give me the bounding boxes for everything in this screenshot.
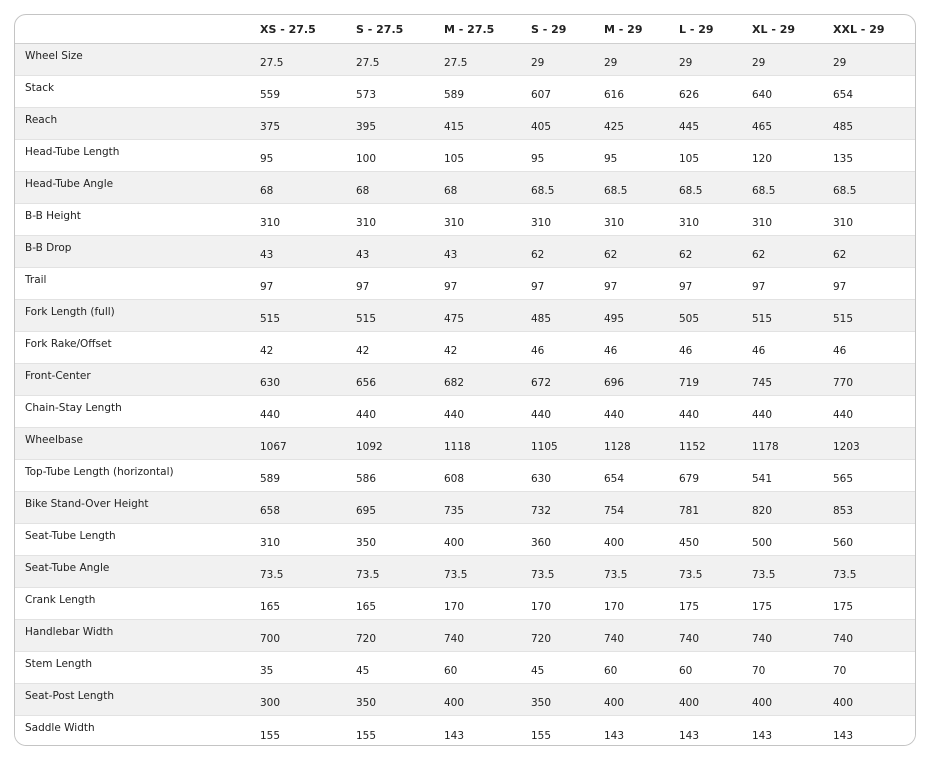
column-header: XS - 27.5	[244, 15, 340, 44]
table-cell: 375	[244, 108, 340, 140]
table-cell: 135	[817, 140, 916, 172]
table-row	[15, 332, 916, 364]
table-cell: 73.5	[663, 556, 736, 588]
table-cell: 440	[588, 396, 663, 428]
table-cell: 1105	[515, 428, 588, 460]
table-cell: 27.5	[340, 44, 428, 76]
table-cell: 42	[244, 332, 340, 364]
table-cell: 46	[515, 332, 588, 364]
table-cell: 400	[817, 684, 916, 716]
row-label: B-B Height	[15, 204, 244, 236]
table-cell: 310	[817, 204, 916, 236]
table-cell: 515	[340, 300, 428, 332]
table-cell: 70	[817, 652, 916, 684]
table-cell: 300	[244, 684, 340, 716]
table-row	[15, 556, 916, 588]
table-row	[15, 300, 916, 332]
table-cell: 68.5	[515, 172, 588, 204]
column-header: XXL - 29	[817, 15, 916, 44]
table-cell: 62	[663, 236, 736, 268]
table-cell: 695	[340, 492, 428, 524]
table-cell: 97	[736, 268, 817, 300]
table-cell: 608	[428, 460, 515, 492]
table-cell: 43	[244, 236, 340, 268]
table-cell: 400	[588, 684, 663, 716]
table-cell: 73.5	[340, 556, 428, 588]
table-cell: 60	[588, 652, 663, 684]
table-cell: 310	[663, 204, 736, 236]
table-cell: 505	[663, 300, 736, 332]
row-label: Trail	[15, 268, 244, 300]
table-cell: 29	[663, 44, 736, 76]
table-cell: 165	[244, 588, 340, 620]
table-cell: 440	[663, 396, 736, 428]
table-cell: 310	[244, 204, 340, 236]
row-label: Wheel Size	[15, 44, 244, 76]
table-cell: 175	[663, 588, 736, 620]
table-cell: 515	[736, 300, 817, 332]
table-cell: 626	[663, 76, 736, 108]
table-cell: 740	[663, 620, 736, 652]
table-cell: 720	[515, 620, 588, 652]
table-cell: 740	[428, 620, 515, 652]
row-label: Head-Tube Length	[15, 140, 244, 172]
table-cell: 43	[428, 236, 515, 268]
table-cell: 589	[244, 460, 340, 492]
table-cell: 475	[428, 300, 515, 332]
table-cell: 60	[663, 652, 736, 684]
table-cell: 70	[736, 652, 817, 684]
table-cell: 46	[663, 332, 736, 364]
table-cell: 732	[515, 492, 588, 524]
table-cell: 310	[588, 204, 663, 236]
table-cell: 46	[736, 332, 817, 364]
table-row	[15, 524, 916, 556]
table-cell: 485	[817, 108, 916, 140]
column-header: S - 27.5	[340, 15, 428, 44]
table-row	[15, 76, 916, 108]
row-label: B-B Drop	[15, 236, 244, 268]
row-label: Crank Length	[15, 588, 244, 620]
table-cell: 696	[588, 364, 663, 396]
table-cell: 573	[340, 76, 428, 108]
table-cell: 175	[817, 588, 916, 620]
table-cell: 310	[736, 204, 817, 236]
table-cell: 658	[244, 492, 340, 524]
table-cell: 672	[515, 364, 588, 396]
table-cell: 440	[515, 396, 588, 428]
row-label: Handlebar Width	[15, 620, 244, 652]
column-header	[15, 15, 244, 44]
table-cell: 73.5	[736, 556, 817, 588]
table-cell: 405	[515, 108, 588, 140]
table-cell: 35	[244, 652, 340, 684]
column-header: XL - 29	[736, 15, 817, 44]
row-label: Seat-Tube Length	[15, 524, 244, 556]
table-cell: 62	[736, 236, 817, 268]
table-cell: 68.5	[736, 172, 817, 204]
table-cell: 73.5	[244, 556, 340, 588]
table-cell: 350	[515, 684, 588, 716]
table-cell: 68.5	[588, 172, 663, 204]
table-cell: 165	[340, 588, 428, 620]
table-cell: 1118	[428, 428, 515, 460]
table-row	[15, 460, 916, 492]
table-cell: 62	[588, 236, 663, 268]
table-cell: 143	[604, 729, 625, 742]
table-cell: 565	[817, 460, 916, 492]
table-cell: 515	[817, 300, 916, 332]
table-cell: 155	[260, 729, 281, 742]
table-cell: 97	[244, 268, 340, 300]
table-cell: 350	[340, 524, 428, 556]
table-cell: 1178	[736, 428, 817, 460]
table-row	[15, 44, 916, 76]
table-cell: 654	[588, 460, 663, 492]
table-cell: 440	[428, 396, 515, 428]
table-cell: 740	[736, 620, 817, 652]
table-cell: 97	[588, 268, 663, 300]
table-cell: 100	[340, 140, 428, 172]
table-cell: 360	[515, 524, 588, 556]
table-cell: 29	[588, 44, 663, 76]
table-cell: 445	[663, 108, 736, 140]
table-cell: 560	[817, 524, 916, 556]
column-header: M - 29	[588, 15, 663, 44]
table-cell: 155	[531, 729, 552, 742]
table-cell: 97	[515, 268, 588, 300]
table-cell: 155	[356, 729, 377, 742]
table-cell: 1067	[244, 428, 340, 460]
table-body	[15, 44, 916, 747]
table-cell: 740	[588, 620, 663, 652]
table-cell: 27.5	[428, 44, 515, 76]
table-cell: 175	[736, 588, 817, 620]
table-cell: 400	[588, 524, 663, 556]
table-cell: 400	[428, 524, 515, 556]
row-label: Fork Rake/Offset	[15, 332, 244, 364]
table-cell: 425	[588, 108, 663, 140]
table-row	[15, 268, 916, 300]
table-cell: 29	[515, 44, 588, 76]
table-cell: 143	[833, 729, 854, 742]
table-cell: 46	[817, 332, 916, 364]
table-cell: 495	[588, 300, 663, 332]
table-cell: 62	[817, 236, 916, 268]
table-cell: 42	[428, 332, 515, 364]
column-header: M - 27.5	[428, 15, 515, 44]
table-cell: 310	[515, 204, 588, 236]
table-row	[15, 140, 916, 172]
table-cell: 400	[736, 684, 817, 716]
table-cell: 97	[340, 268, 428, 300]
table-cell: 415	[428, 108, 515, 140]
table-row	[15, 492, 916, 524]
table-cell: 589	[428, 76, 515, 108]
table-cell: 62	[515, 236, 588, 268]
table-cell: 43	[340, 236, 428, 268]
table-cell: 541	[736, 460, 817, 492]
table-cell: 45	[340, 652, 428, 684]
table-cell: 679	[663, 460, 736, 492]
table-row	[15, 204, 916, 236]
table-row	[15, 396, 916, 428]
row-label: Front-Center	[15, 364, 244, 396]
table-cell: 400	[428, 684, 515, 716]
row-label: Reach	[15, 108, 244, 140]
table-cell: 310	[340, 204, 428, 236]
table-cell: 735	[428, 492, 515, 524]
table-cell: 630	[515, 460, 588, 492]
geometry-table-card	[14, 14, 916, 746]
table-cell: 97	[428, 268, 515, 300]
table-cell: 170	[588, 588, 663, 620]
table-cell: 754	[588, 492, 663, 524]
table-cell: 170	[428, 588, 515, 620]
table-header-row	[15, 15, 916, 44]
table-cell: 105	[663, 140, 736, 172]
table-row	[15, 620, 916, 652]
column-header: L - 29	[663, 15, 736, 44]
table-cell: 46	[588, 332, 663, 364]
table-cell: 68	[428, 172, 515, 204]
table-cell: 450	[663, 524, 736, 556]
table-cell: 105	[428, 140, 515, 172]
table-cell: 700	[244, 620, 340, 652]
table-row	[15, 108, 916, 140]
row-label: Bike Stand-Over Height	[15, 492, 244, 524]
table-cell: 586	[340, 460, 428, 492]
table-cell: 440	[244, 396, 340, 428]
table-cell: 29	[736, 44, 817, 76]
table-cell: 719	[663, 364, 736, 396]
table-cell: 485	[515, 300, 588, 332]
table-cell: 440	[340, 396, 428, 428]
row-label: Chain-Stay Length	[15, 396, 244, 428]
table-cell: 682	[428, 364, 515, 396]
table-cell: 440	[817, 396, 916, 428]
table-cell: 607	[515, 76, 588, 108]
table-cell: 310	[244, 524, 340, 556]
table-row	[15, 236, 916, 268]
table-cell: 1203	[817, 428, 916, 460]
table-row	[15, 364, 916, 396]
table-cell: 73.5	[428, 556, 515, 588]
table-cell: 68.5	[663, 172, 736, 204]
table-row	[15, 588, 916, 620]
row-label: Seat-Tube Angle	[15, 556, 244, 588]
table-cell: 1128	[588, 428, 663, 460]
table-cell: 27.5	[244, 44, 340, 76]
row-label: Saddle Width	[25, 722, 95, 734]
row-label: Wheelbase	[15, 428, 244, 460]
table-cell: 73.5	[515, 556, 588, 588]
table-cell: 395	[340, 108, 428, 140]
table-cell: 656	[340, 364, 428, 396]
table-cell: 745	[736, 364, 817, 396]
table-cell: 853	[817, 492, 916, 524]
table-cell: 1152	[663, 428, 736, 460]
table-cell: 630	[244, 364, 340, 396]
table-cell: 60	[428, 652, 515, 684]
row-label: Top-Tube Length (horizontal)	[15, 460, 244, 492]
table-cell: 95	[515, 140, 588, 172]
table-cell: 68	[244, 172, 340, 204]
table-cell: 120	[736, 140, 817, 172]
table-cell: 95	[244, 140, 340, 172]
table-row	[15, 428, 916, 460]
table-cell: 29	[817, 44, 916, 76]
table-cell: 740	[817, 620, 916, 652]
table-cell: 170	[515, 588, 588, 620]
table-cell: 97	[663, 268, 736, 300]
table-cell: 559	[244, 76, 340, 108]
table-cell: 42	[340, 332, 428, 364]
table-cell: 640	[736, 76, 817, 108]
table-cell: 45	[515, 652, 588, 684]
geometry-table	[15, 15, 916, 746]
table-cell: 465	[736, 108, 817, 140]
table-cell: 820	[736, 492, 817, 524]
row-label: Fork Length (full)	[15, 300, 244, 332]
column-header: S - 29	[515, 15, 588, 44]
table-cell: 1092	[340, 428, 428, 460]
table-cell: 350	[340, 684, 428, 716]
table-row	[15, 652, 916, 684]
table-cell: 73.5	[817, 556, 916, 588]
row-label: Stem Length	[15, 652, 244, 684]
table-cell: 440	[736, 396, 817, 428]
table-row	[15, 716, 916, 747]
table-cell: 654	[817, 76, 916, 108]
table-cell: 500	[736, 524, 817, 556]
table-cell: 143	[679, 729, 700, 742]
table-cell: 68	[340, 172, 428, 204]
table-cell: 770	[817, 364, 916, 396]
table-cell: 616	[588, 76, 663, 108]
table-cell: 720	[340, 620, 428, 652]
row-label: Seat-Post Length	[15, 684, 244, 716]
row-label: Head-Tube Angle	[15, 172, 244, 204]
table-cell: 400	[663, 684, 736, 716]
table-cell: 68.5	[817, 172, 916, 204]
table-cell: 781	[663, 492, 736, 524]
table-cell: 143	[444, 729, 465, 742]
table-cell: 73.5	[588, 556, 663, 588]
table-cell: 515	[244, 300, 340, 332]
table-row	[15, 172, 916, 204]
table-cell: 95	[588, 140, 663, 172]
table-row	[15, 684, 916, 716]
row-label: Stack	[15, 76, 244, 108]
table-cell: 97	[817, 268, 916, 300]
table-cell: 143	[752, 729, 773, 742]
table-cell: 310	[428, 204, 515, 236]
